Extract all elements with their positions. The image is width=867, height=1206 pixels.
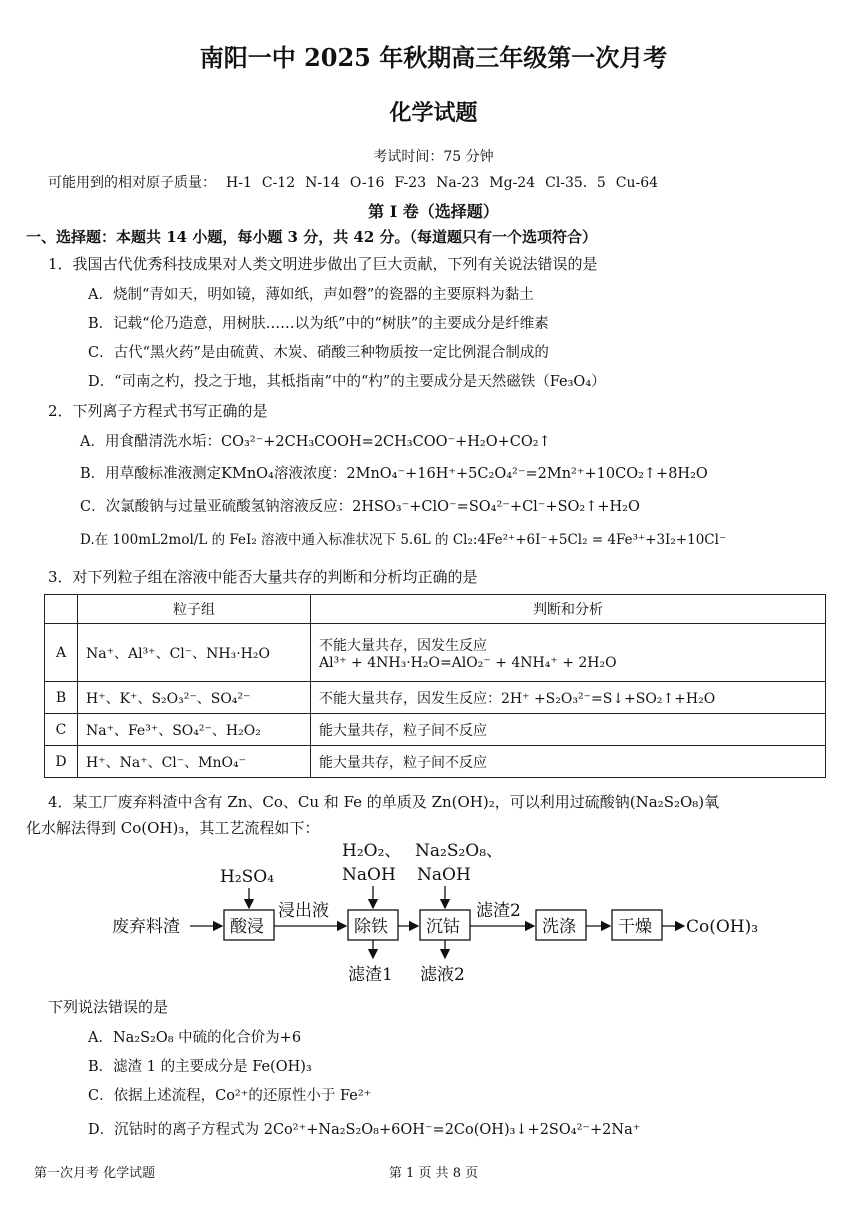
flow-start: 废弃料渣 xyxy=(112,917,180,937)
atomic-masses-label: 可能用到的相对原子质量： xyxy=(48,175,216,191)
box-acid-leach-label: 酸浸 xyxy=(230,917,264,937)
mass-c: C-12 xyxy=(261,175,296,191)
table-header-analysis: 判断和分析 xyxy=(311,595,826,624)
row-label: C xyxy=(45,714,78,746)
box-dry-label: 干燥 xyxy=(618,917,652,937)
q3-table xyxy=(44,594,826,778)
q4-option-c: C．依据上述流程，Co²⁺的还原性小于 Fe²⁺ xyxy=(88,1088,372,1104)
mass-cl: Cl-35．5 xyxy=(545,175,606,191)
row-analysis xyxy=(311,624,826,682)
mass-cu: Cu-64 xyxy=(615,175,659,191)
q4-option-a: A．Na₂S₂O₈ 中硫的化合价为+6 xyxy=(88,1030,302,1046)
flow-product: Co(OH)₃ xyxy=(686,917,759,937)
q1-option-d: D．“司南之杓，投之于地，其柢指南”中的“杓”的主要成分是天然磁铁（Fe₃O₄） xyxy=(88,374,606,390)
reagent-na2s2o8: Na₂S₂O₈、 xyxy=(415,841,504,861)
mass-n: N-14 xyxy=(305,175,340,191)
mass-f: F-23 xyxy=(394,175,427,191)
flow-residue2: 滤渣2 xyxy=(476,901,521,921)
process-flow-diagram xyxy=(110,840,770,990)
exam-time: 考试时间：75 分钟 xyxy=(373,149,494,165)
mass-na: Na-23 xyxy=(436,175,480,191)
table-header-row xyxy=(45,595,826,624)
volume-heading: 第 I 卷（选择题） xyxy=(368,202,499,221)
q1-option-c: C．古代“黑火药”是由硫黄、木炭、硝酸三种物质按一定比例混合制成的 xyxy=(88,345,549,361)
table-row xyxy=(45,746,826,778)
row-group: H⁺、K⁺、S₂O₃²⁻、SO₄²⁻ xyxy=(78,682,311,714)
row-group: Na⁺、Fe³⁺、SO₄²⁻、H₂O₂ xyxy=(78,714,311,746)
footer-page-number: 第 1 页 共 8 页 xyxy=(388,1166,479,1181)
q2-option-b: B．用草酸标准液测定KMnO₄溶液浓度：2MnO₄⁻+16H⁺+5C₂O₄²⁻=2Mn²⁺+10CO₂↑+8H₂O xyxy=(80,466,708,482)
table-header-group: 粒子组 xyxy=(78,595,311,624)
row-label: A xyxy=(45,624,78,682)
q2-stem: 2．下列离子方程式书写正确的是 xyxy=(48,402,268,420)
table-row xyxy=(45,714,826,746)
q1-stem: 1．我国古代优秀科技成果对人类文明进步做出了巨大贡献，下列有关说法错误的是 xyxy=(48,255,598,273)
table-row xyxy=(45,682,826,714)
box-precipitate-cobalt-label: 沉钴 xyxy=(426,917,460,937)
flow-leach-liquid: 浸出液 xyxy=(278,901,329,921)
section-heading: 一、选择题：本题共 14 小题，每小题 3 分，共 42 分。（每道题只有一个选项符合） xyxy=(26,228,598,246)
subject-title: 化学试题 xyxy=(389,100,478,126)
q1-option-b: B．记载“伦乃造意，用树肤……以为纸”中的“树肤”的主要成分是纤维素 xyxy=(88,316,549,332)
q2-option-a: A．用食醋清洗水垢：CO₃²⁻+2CH₃COOH=2CH₃COO⁻+H₂O+CO₂↑ xyxy=(80,434,551,450)
mass-o: O-16 xyxy=(349,175,385,191)
reagent-h2o2: H₂O₂、 xyxy=(342,841,402,861)
exam-title: 南阳一中 2025 年秋期高三年级第一次月考 xyxy=(199,43,668,72)
reagent-naoh-2: NaOH xyxy=(417,865,471,885)
mass-mg: Mg-24 xyxy=(489,175,536,191)
box-wash-label: 洗涤 xyxy=(542,917,576,937)
q3-stem: 3．对下列粒子组在溶液中能否大量共存的判断和分析均正确的是 xyxy=(48,568,478,586)
row-analysis: 不能大量共存，因发生反应：2H⁺ +S₂O₃²⁻=S↓+SO₂↑+H₂O xyxy=(311,682,826,714)
reagent-naoh-1: NaOH xyxy=(342,865,396,885)
row-analysis: 能大量共存，粒子间不反应 xyxy=(311,714,826,746)
q4-stem-line1: 4．某工厂废弃料渣中含有 Zn、Co、Cu 和 Fe 的单质及 Zn(OH)₂，可以利用过硫酸钠(Na₂S₂O₈)氧 xyxy=(48,793,720,811)
row-label: D xyxy=(45,746,78,778)
q1-option-a: A．烧制“青如天，明如镜，薄如纸，声如磬”的瓷器的主要原料为黏土 xyxy=(88,287,534,303)
q4-option-b: B．滤渣 1 的主要成分是 Fe(OH)₃ xyxy=(88,1059,312,1075)
row-analysis: 能大量共存，粒子间不反应 xyxy=(311,746,826,778)
q4-stem-line2: 化水解法得到 Co(OH)₃，其工艺流程如下： xyxy=(26,819,320,837)
box-remove-iron-label: 除铁 xyxy=(354,917,388,937)
table-row xyxy=(45,624,826,682)
q4-prompt: 下列说法错误的是 xyxy=(48,998,169,1016)
q2-option-c: C．次氯酸钠与过量亚硫酸氢钠溶液反应：2HSO₃⁻+ClO⁻=SO₄²⁻+Cl⁻+SO₂↑+H₂O xyxy=(80,499,640,515)
q2-option-d: D.在 100mL2mol/L 的 FeI₂ 溶液中通入标准状况下 5.6L 的 Cl₂:4Fe²⁺+6I⁻+5Cl₂ = 4Fe³⁺+3I₂+10Cl⁻ xyxy=(80,532,727,548)
row-group: Na⁺、Al³⁺、Cl⁻、NH₃·H₂O xyxy=(78,624,311,682)
footer-exam-name: 第一次月考 化学试题 xyxy=(34,1166,156,1181)
flow-filtrate2: 滤液2 xyxy=(420,965,465,985)
row-analysis-line2: Al³⁺ + 4NH₃·H₂O=AlO₂⁻ + 4NH₄⁺ + 2H₂O xyxy=(319,654,617,671)
table-header-blank xyxy=(45,595,78,624)
atomic-masses-line xyxy=(48,172,668,192)
mass-h: H-1 xyxy=(226,175,252,191)
reagent-h2so4: H₂SO₄ xyxy=(220,867,275,887)
row-analysis-line1: 不能大量共存，因发生反应 xyxy=(319,637,487,654)
q4-option-d: D．沉钴时的离子方程式为 2Co²⁺+Na₂S₂O₈+6OH⁻=2Co(OH)₃↓+2SO₄²⁻+2Na⁺ xyxy=(88,1122,641,1138)
flow-residue1: 滤渣1 xyxy=(348,965,393,985)
row-group: H⁺、Na⁺、Cl⁻、MnO₄⁻ xyxy=(78,746,311,778)
row-label: B xyxy=(45,682,78,714)
